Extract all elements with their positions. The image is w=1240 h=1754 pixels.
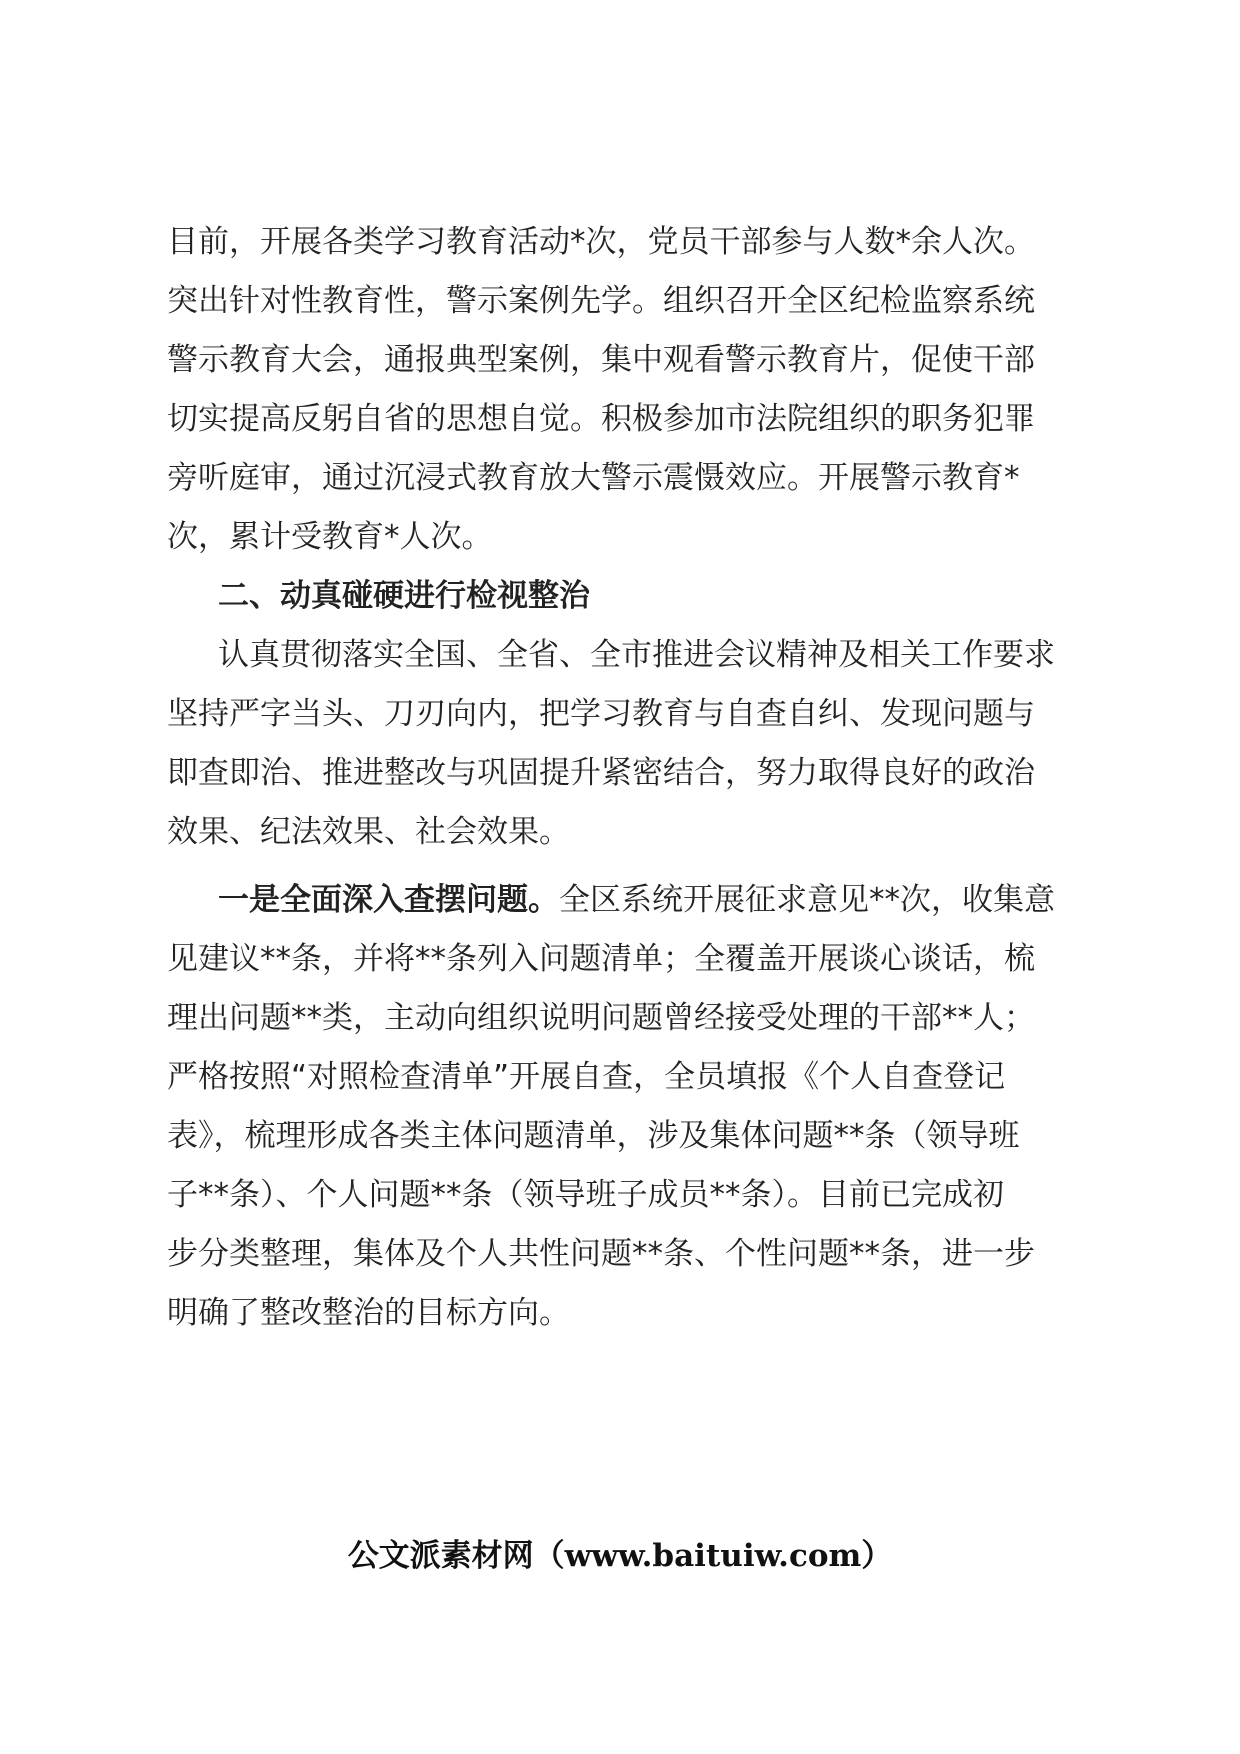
- text-line: 理出问题**类，主动向组织说明问题曾经接受处理的干部**人；: [167, 1000, 1035, 1036]
- text-line: 警示教育大会，通报典型案例，集中观看警示教育片，促使干部: [167, 342, 1035, 378]
- text-line: 次，累计受教育*人次。: [167, 519, 493, 555]
- text-line: 子**条）、个人问题**条（领导班子成员**条）。目前已完成初: [167, 1177, 1004, 1213]
- paragraph-lead: 一是全面深入查摆问题。: [218, 882, 559, 918]
- text-line: 认真贯彻落实全国、全省、全市推进会议精神及相关工作要求: [218, 637, 1055, 673]
- paragraph-text: 全区系统开展征求意见**次，收集意: [559, 882, 1055, 918]
- text-line: 突出针对性教育性，警示案例先学。组织召开全区纪检监察系统: [167, 283, 1035, 319]
- text-line: 表》，梳理形成各类主体问题清单，涉及集体问题**条（领导班: [167, 1118, 1020, 1154]
- paragraph-first-line: [218, 880, 1055, 920]
- footer-watermark: 公文派素材网（www.baituiw.com）: [347, 1538, 893, 1574]
- text-line: 严格按照“对照检查清单”开展自查，全员填报《个人自查登记: [167, 1059, 1006, 1095]
- text-line: 效果、纪法效果、社会效果。: [167, 814, 570, 850]
- text-line: 见建议**条，并将**条列入问题清单；全覆盖开展谈心谈话，梳: [167, 941, 1035, 977]
- text-line: 明确了整改整治的目标方向。: [167, 1295, 570, 1331]
- text-line: 切实提高反躬自省的思想自觉。积极参加市法院组织的职务犯罪: [167, 401, 1035, 437]
- text-line: 即查即治、推进整改与巩固提升紧密结合，努力取得良好的政治: [167, 755, 1035, 791]
- section-heading: 二、动真碰硬进行检视整治: [218, 578, 590, 614]
- text-line: 坚持严字当头、刀刃向内，把学习教育与自查自纠、发现问题与: [167, 696, 1035, 732]
- text-line: 旁听庭审，通过沉浸式教育放大警示震慑效应。开展警示教育*: [167, 460, 1020, 496]
- text-line: 目前，开展各类学习教育活动*次，党员干部参与人数*余人次。: [167, 224, 1035, 260]
- text-line: 步分类整理，集体及个人共性问题**条、个性问题**条，进一步: [167, 1236, 1035, 1272]
